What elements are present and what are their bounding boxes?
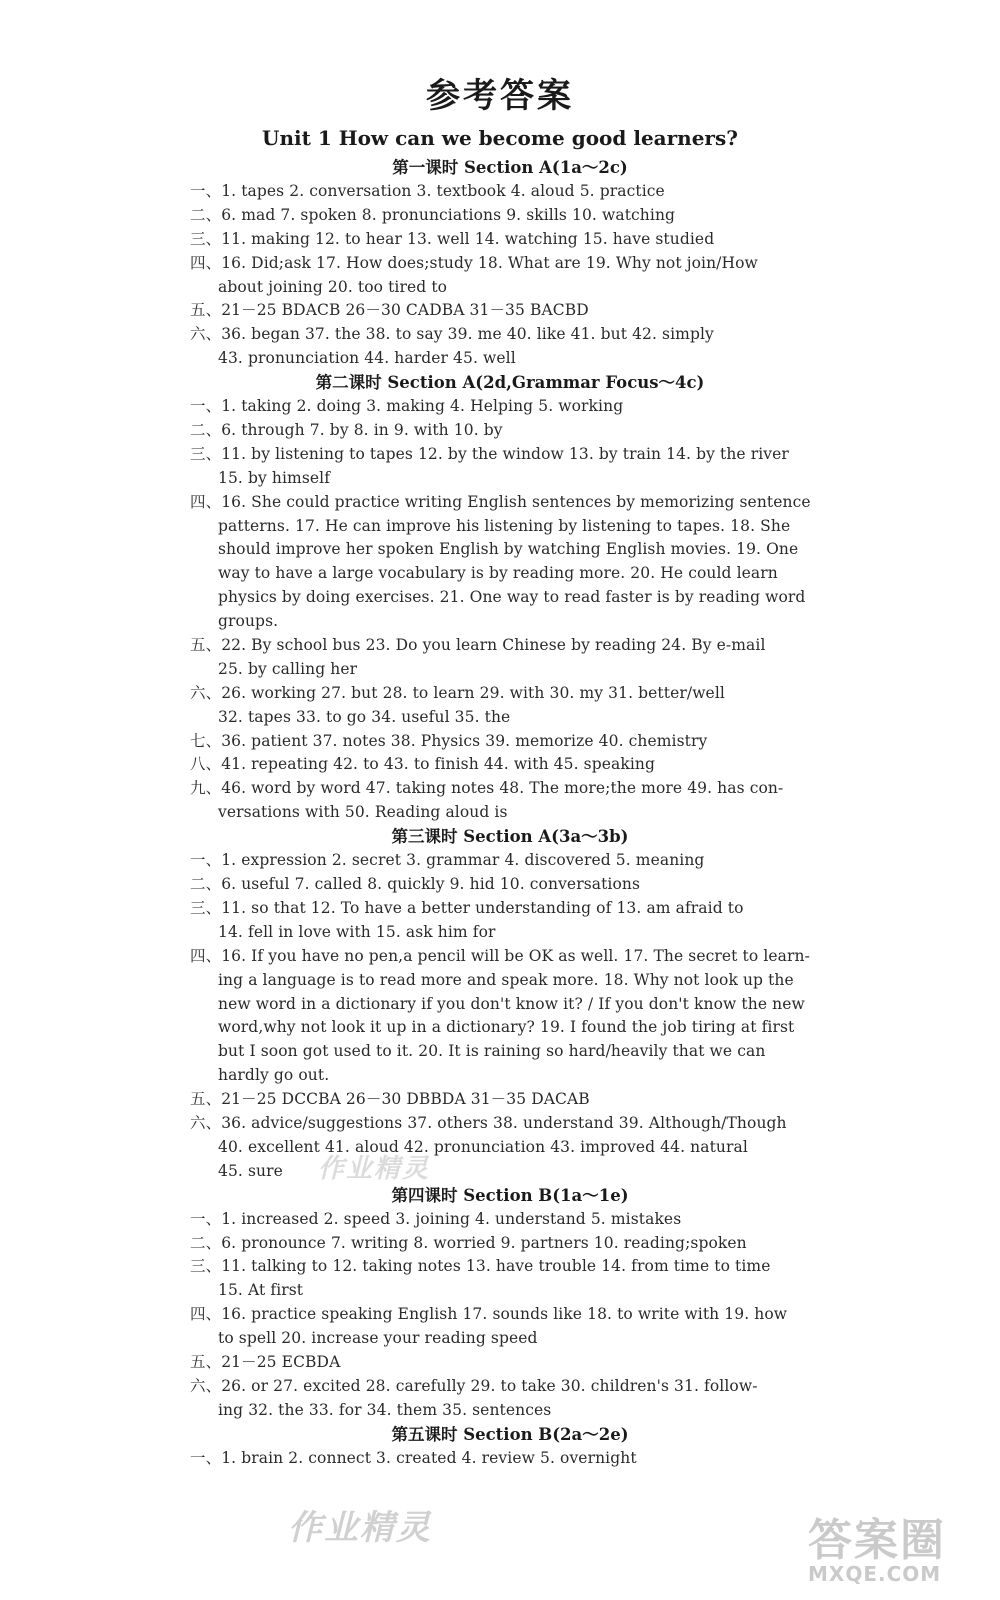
answer-line: 六、26. working 27. but 28. to learn 29. with 30. my 31. better/well <box>190 683 725 702</box>
answer-line: 一、1. increased 2. speed 3. joining 4. understand 5. mistakes <box>190 1209 682 1228</box>
answer-line: physics by doing exercises. 21. One way to read faster is by reading word <box>218 588 806 607</box>
answer-line: 二、6. mad 7. spoken 8. pronunciations 9. skills 10. watching <box>190 205 676 224</box>
stamp-line2: MXQE.COM <box>808 1562 942 1586</box>
answer-line: 43. pronunciation 44. harder 45. well <box>218 349 516 368</box>
answer-line: versations with 50. Reading aloud is <box>218 803 508 822</box>
answer-line: word,why not look it up in a dictionary? 19. I found the job tiring at first <box>218 1018 795 1037</box>
section-title: 第一课时 Section A(1a～2c) <box>392 158 628 177</box>
answer-line: 二、6. useful 7. called 8. quickly 9. hid 10. conversations <box>190 875 641 894</box>
answer-line: 二、6. pronounce 7. writing 8. worried 9. partners 10. reading;spoken <box>190 1233 747 1252</box>
answer-line: 32. tapes 33. to go 34. useful 35. the <box>218 707 511 726</box>
answer-line: 六、36. began 37. the 38. to say 39. me 40. like 41. but 42. simply <box>190 325 714 344</box>
answer-line: groups. <box>218 612 279 631</box>
answer-line: 45. sure <box>218 1161 283 1180</box>
answer-line: 一、1. brain 2. connect 3. created 4. review 5. overnight <box>190 1448 637 1467</box>
site-stamp-logo <box>808 1504 978 1594</box>
answer-line: 一、1. tapes 2. conversation 3. textbook 4. aloud 5. practice <box>190 182 665 200</box>
answer-line: to spell 20. increase your reading speed <box>218 1329 538 1348</box>
answer-line: 15. by himself <box>218 468 331 487</box>
page-title: 参考答案 <box>426 76 574 116</box>
answer-line: 二、6. through 7. by 8. in 9. with 10. by <box>190 421 503 440</box>
answer-line: 五、21－25 ECBDA <box>190 1352 341 1371</box>
answer-line: way to have a large vocabulary is by reading more. 20. He could learn <box>218 564 778 583</box>
section-title: 第四课时 Section B(1a～1e) <box>391 1185 629 1205</box>
watermark-logo-bottom: 作业精灵 <box>288 1508 432 1548</box>
answer-line: 三、11. so that 12. To have a better understanding of 13. am afraid to <box>190 898 744 917</box>
answer-line: 一、1. taking 2. doing 3. making 4. Helping 5. working <box>190 397 624 416</box>
answer-line: patterns. 17. He can improve his listening by listening to tapes. 18. She <box>218 516 791 535</box>
answer-line: 七、36. patient 37. notes 38. Physics 39. memorize 40. chemistry <box>190 731 708 750</box>
answer-line: 四、16. She could practice writing English sentences by memorizing sentence <box>190 492 811 511</box>
answer-line: ing a language is to read more and speak more. 18. Why not look up the <box>218 970 794 989</box>
answer-line: 五、21－25 DCCBA 26－30 DBBDA 31－35 DACAB <box>190 1090 590 1109</box>
answer-line: 三、11. making 12. to hear 13. well 14. watching 15. have studied <box>190 229 715 248</box>
answer-line: 六、36. advice/suggestions 37. others 38. understand 39. Although/Though <box>190 1113 787 1132</box>
answer-line: 四、16. If you have no pen,a pencil will be OK as well. 17. The secret to learn- <box>190 946 810 965</box>
answer-line: 五、21－25 BDACB 26－30 CADBA 31－35 BACBD <box>190 301 589 320</box>
answer-line: hardly go out. <box>218 1066 330 1085</box>
answer-line: 三、11. talking to 12. taking notes 13. have trouble 14. from time to time <box>190 1257 771 1276</box>
section-title: 第五课时 Section B(2a～2e) <box>391 1424 629 1444</box>
section-title: 第二课时 Section A(2d,Grammar Focus～4c) <box>315 373 705 393</box>
unit-title: Unit 1 How can we become good learners? <box>262 126 738 150</box>
answer-line: 六、26. or 27. excited 28. carefully 29. to take 30. children's 31. follow- <box>190 1376 758 1395</box>
answer-line: 40. excellent 41. aloud 42. pronunciation 43. improved 44. natural <box>218 1137 748 1156</box>
watermark-logo: 作业精灵 <box>318 1154 431 1184</box>
answer-line: 15. At first <box>218 1281 304 1300</box>
answer-line: 三、11. by listening to tapes 12. by the window 13. by train 14. by the river <box>190 444 789 463</box>
answer-line: 九、46. word by word 47. taking notes 48. The more;the more 49. has con- <box>190 779 784 798</box>
answer-line: 八、41. repeating 42. to 43. to finish 44. with 45. speaking <box>190 755 656 774</box>
answer-line: ing 32. the 33. for 34. them 35. sentences <box>218 1400 552 1419</box>
answer-line: 四、16. practice speaking English 17. sounds like 18. to write with 19. how <box>190 1305 788 1324</box>
answer-line: but I soon got used to it. 20. It is raining so hard/heavily that we can <box>218 1042 766 1061</box>
answer-line: 四、16. Did;ask 17. How does;study 18. What are 19. Why not join/How <box>190 253 758 272</box>
answer-line: 一、1. expression 2. secret 3. grammar 4. discovered 5. meaning <box>190 851 705 870</box>
answer-line: 14. fell in love with 15. ask him for <box>218 922 496 941</box>
section-title: 第三课时 Section A(3a～3b) <box>391 827 629 847</box>
answer-line: about joining 20. too tired to <box>218 277 448 296</box>
answer-line: should improve her spoken English by watching English movies. 19. One <box>218 540 799 559</box>
stamp-line1: 答案圈 <box>808 1515 946 1566</box>
answer-line: 五、22. By school bus 23. Do you learn Chinese by reading 24. By e-mail <box>190 636 766 655</box>
answer-line: new word in a dictionary if you don't know it? / If you don't know the new <box>218 994 805 1013</box>
answer-content <box>190 156 830 1471</box>
answer-line: 25. by calling her <box>218 659 358 678</box>
